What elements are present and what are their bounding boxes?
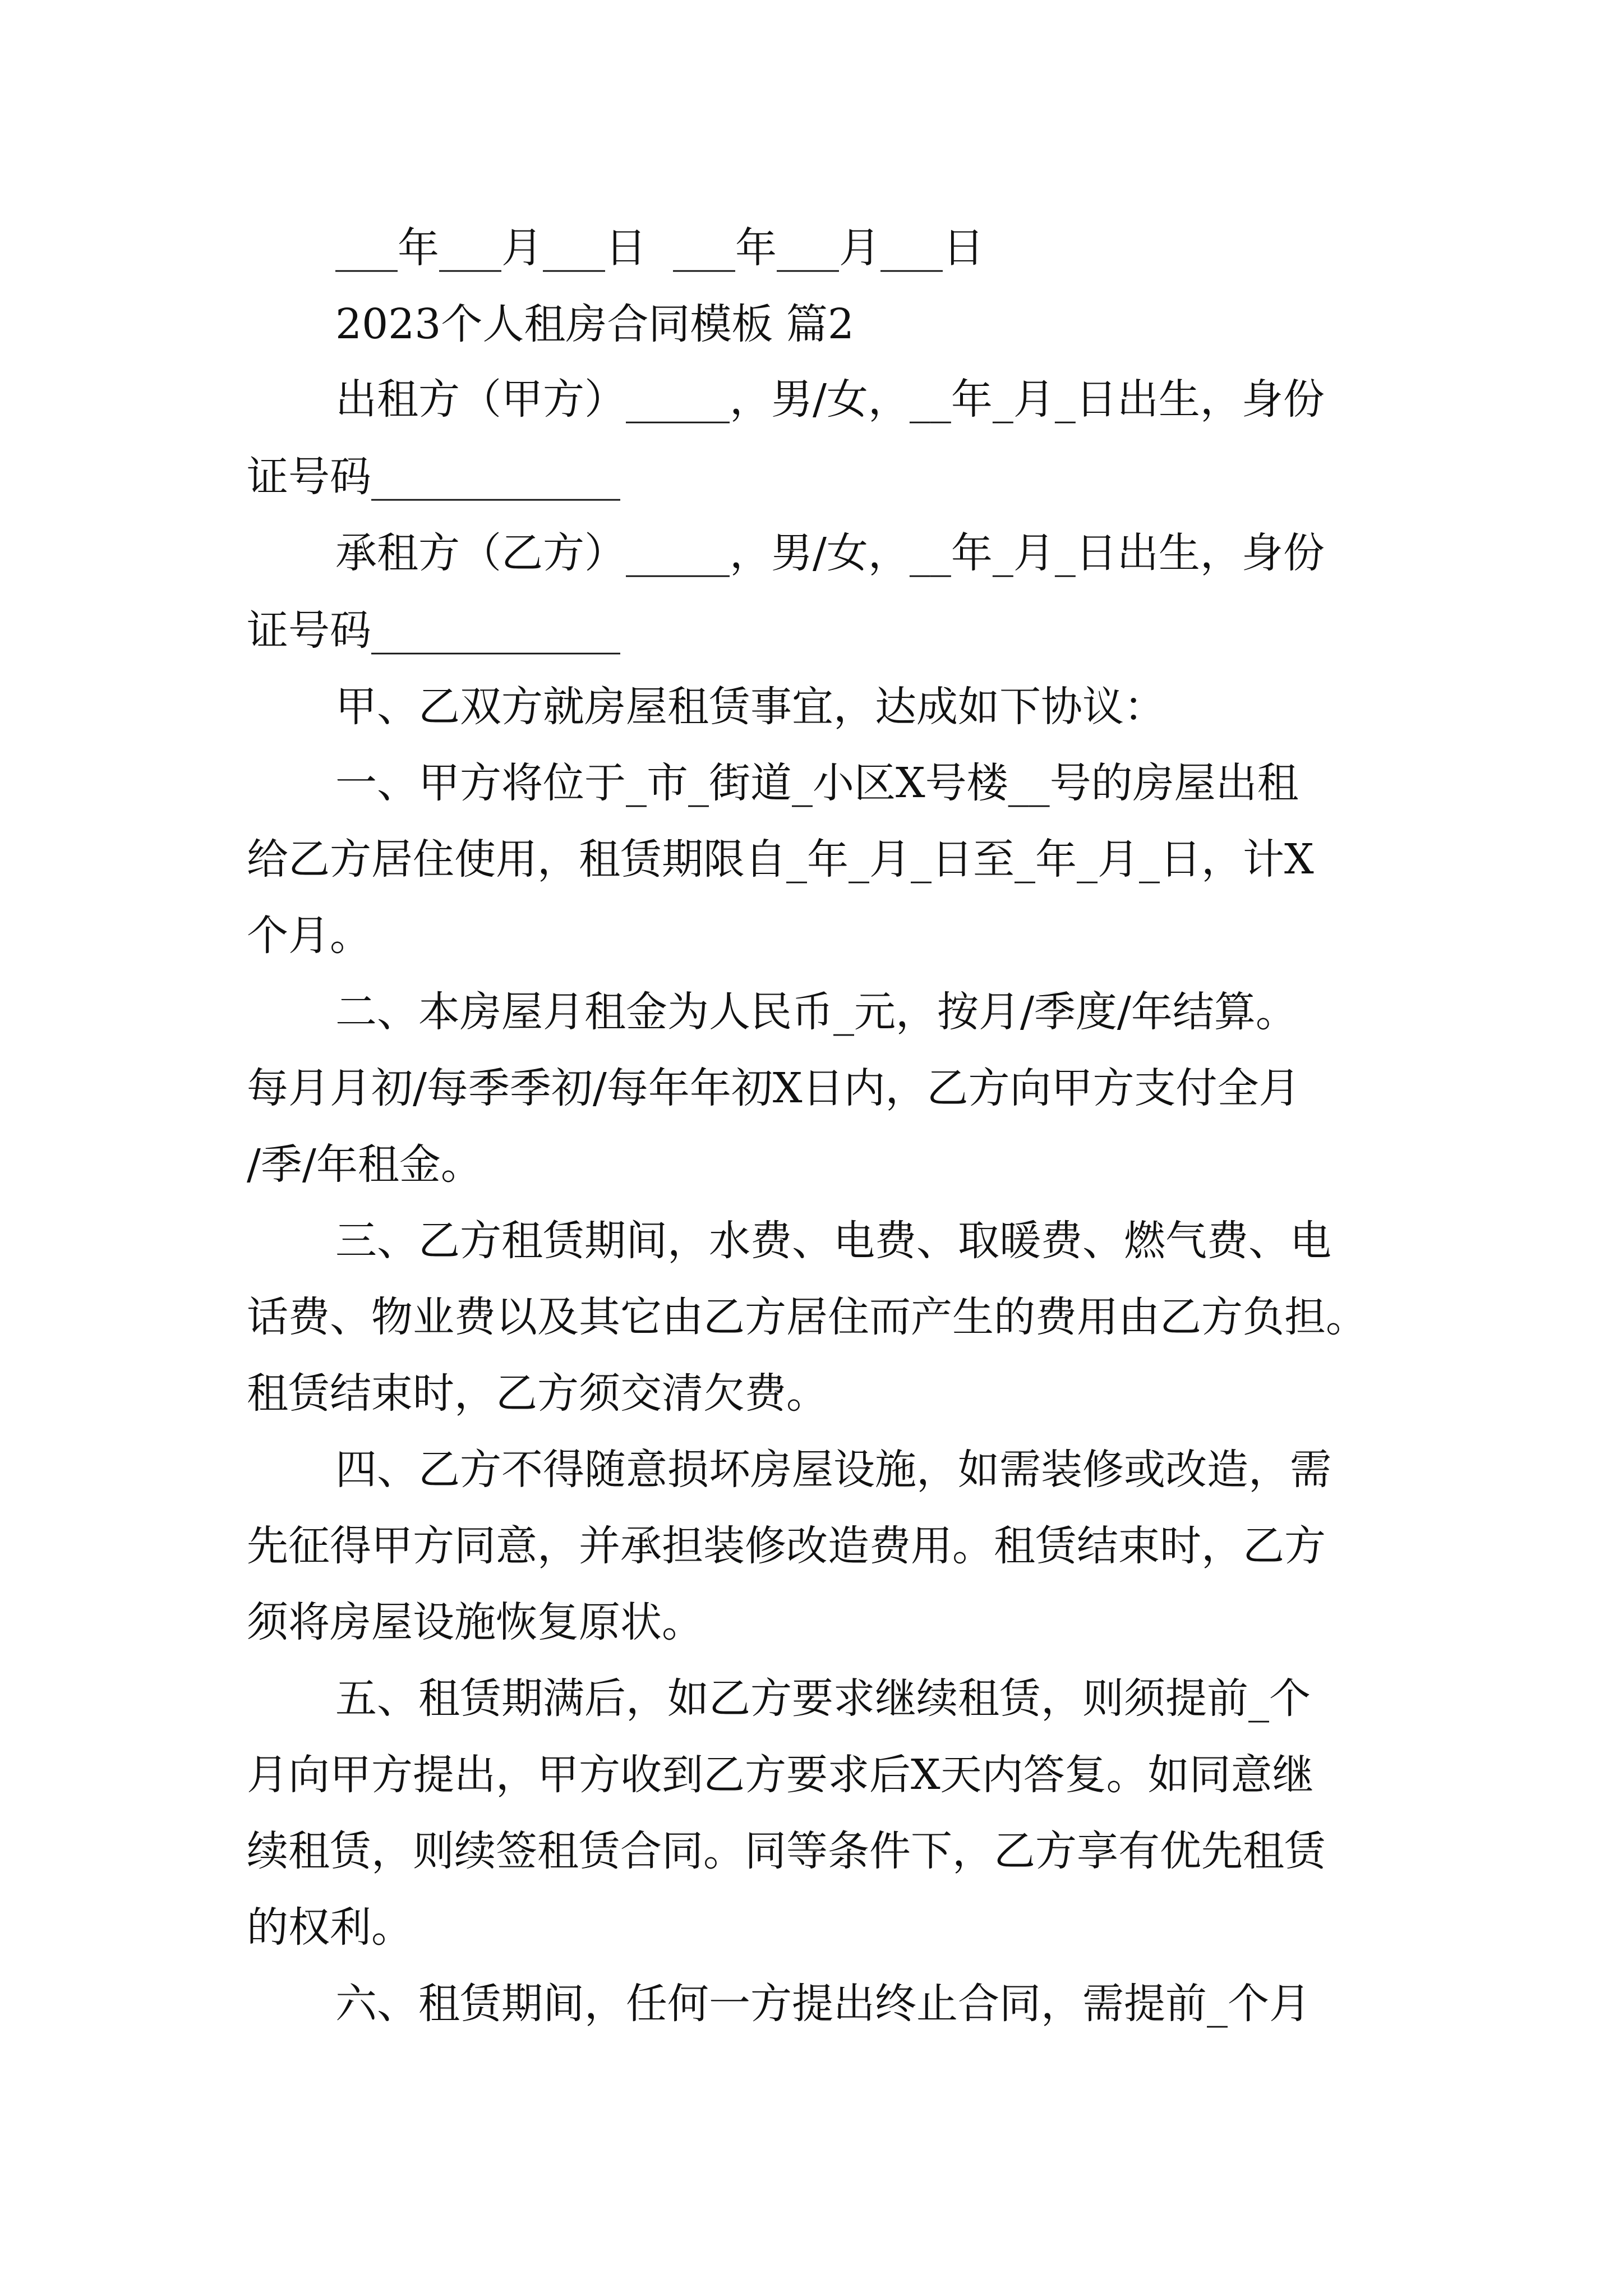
lessee-id-line: 证号码____________ [247,606,620,655]
clause-1-line-1: 一、甲方将位于_市_街道_小区X号楼__号的房屋出租 [335,759,1299,807]
clause-3-line-3: 租赁结束时，乙方须交清欠费。 [247,1369,828,1418]
clause-4-line-1: 四、乙方不得随意损坏房屋设施，如需装修或改造，需 [335,1446,1331,1494]
clause-2-line-2: 每月月初/每季季初/每年年初X日内，乙方向甲方支付全月 [247,1064,1301,1112]
clause-5-line-3: 续租赁，则续签租赁合同。同等条件下，乙方享有优先租赁 [247,1827,1326,1875]
clause-2-line-3: /季/年租金。 [247,1140,482,1189]
clause-5-line-4: 的权利。 [247,1903,413,1952]
clause-2-line-1: 二、本房屋月租金为人民币_元，按月/季度/年结算。 [335,988,1297,1036]
section-title: 2023个人租房合同模板 篇2 [335,300,854,348]
lessor-line: 出租方（甲方）_____，男/女，__年_月_日出生，身份 [335,375,1325,424]
clause-1-line-3: 个月。 [247,912,371,960]
signature-date-line: ___年___月___日 ___年___月___日 [335,224,985,272]
clause-4-line-3: 须将房屋设施恢复原状。 [247,1598,703,1646]
clause-3-line-1: 三、乙方租赁期间，水费、电费、取暖费、燃气费、电 [335,1217,1331,1265]
lessee-line: 承租方（乙方）_____，男/女，__年_月_日出生，身份 [335,529,1325,577]
clause-4-line-2: 先征得甲方同意，并承担装修改造费用。租赁结束时，乙方 [247,1522,1326,1570]
clause-5-line-1: 五、租赁期满后，如乙方要求继续租赁，则须提前_个 [335,1674,1311,1723]
lessor-id-line: 证号码____________ [247,453,620,501]
clause-6-line-1: 六、租赁期间，任何一方提出终止合同，需提前_个月 [335,1980,1311,2028]
agreement-intro: 甲、乙双方就房屋租赁事宜，达成如下协议： [335,683,1165,731]
clause-1-line-2: 给乙方居住使用，租赁期限自_年_月_日至_年_月_日，计X [247,835,1314,884]
clause-3-line-2: 话费、物业费以及其它由乙方居住而产生的费用由乙方负担。 [247,1293,1367,1341]
clause-5-line-2: 月向甲方提出，甲方收到乙方要求后X天内答复。如同意继 [247,1751,1314,1799]
